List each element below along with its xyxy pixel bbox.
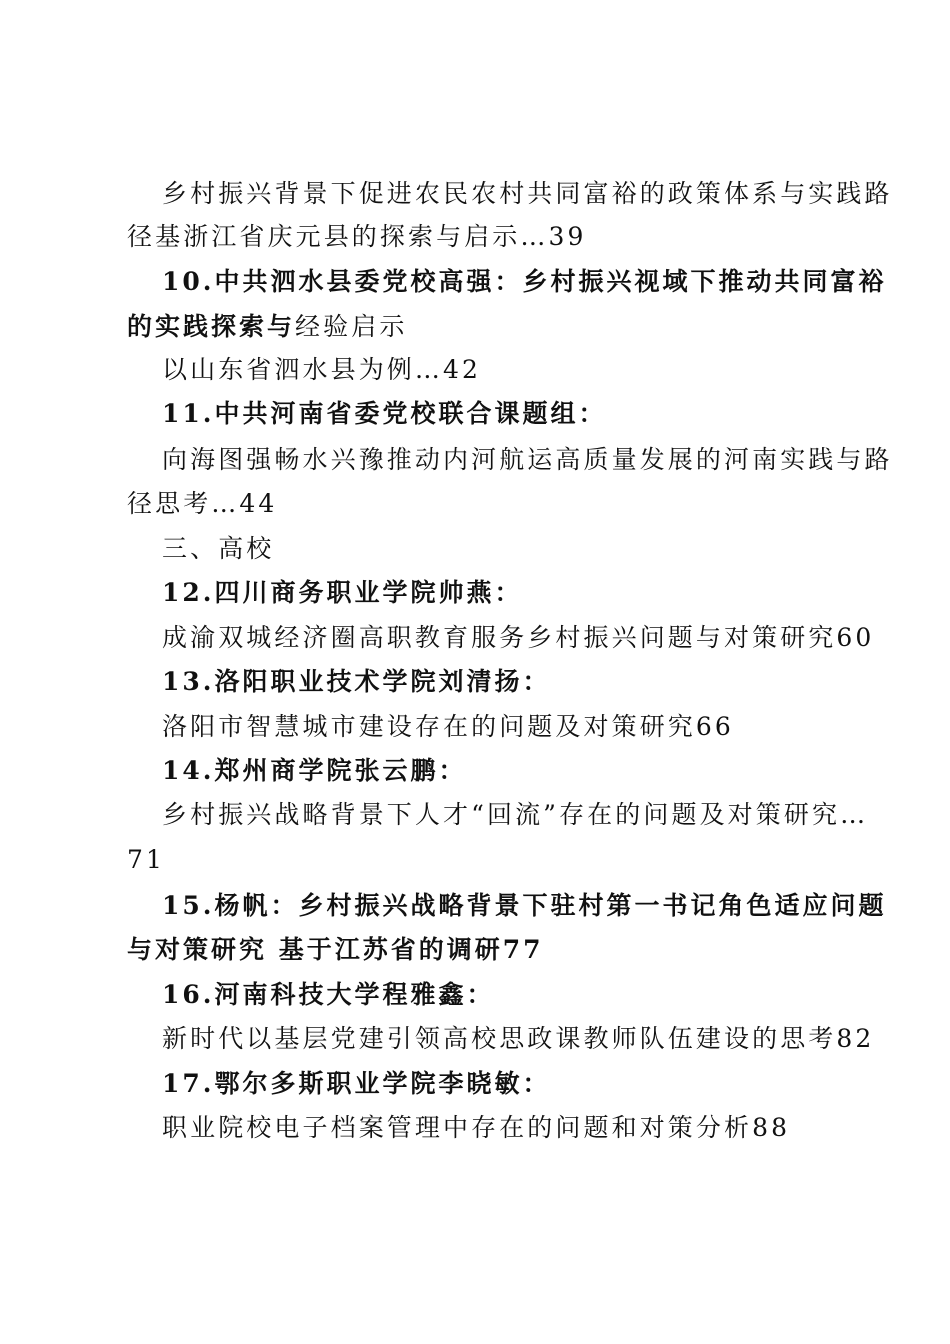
toc-entry-10-heading-regular-part: 经验启示 <box>295 312 408 341</box>
toc-entry-9-line-2: 径基浙江省庆元县的探索与启示…39 <box>127 222 587 251</box>
toc-entry-15-line-2: 与对策研究 基于江苏省的调研77 <box>127 935 544 964</box>
toc-entry-12-line: 成渝双城经济圈高职教育服务乡村振兴问题与对策研究60 <box>162 623 875 652</box>
toc-entry-16-heading: 16.河南科技大学程雅鑫： <box>162 980 495 1009</box>
toc-entry-13-line: 洛阳市智慧城市建设存在的问题及对策研究66 <box>162 712 734 741</box>
toc-entry-12-heading: 12.四川商务职业学院帅燕： <box>162 578 523 607</box>
toc-entry-16-line: 新时代以基层党建引领高校思政课教师队伍建设的思考82 <box>162 1024 875 1053</box>
toc-entry-15-line-1: 15.杨帆：乡村振兴战略背景下驻村第一书记角色适应问题 <box>162 891 887 920</box>
toc-entry-11-heading: 11.中共河南省委党校联合课题组： <box>162 399 607 428</box>
toc-entry-10-heading-cont <box>127 310 407 344</box>
toc-entry-10-heading-bold-part: 的实践探索与 <box>127 312 296 341</box>
toc-entry-11-line-2: 径思考…44 <box>127 489 278 518</box>
section-heading-universities: 三、高校 <box>162 534 275 563</box>
toc-entry-17-heading: 17.鄂尔多斯职业学院李晓敏： <box>162 1069 551 1098</box>
toc-entry-14-line-2: 71 <box>127 845 166 874</box>
toc-entry-14-heading: 14.郑州商学院张云鹏： <box>162 756 467 785</box>
toc-entry-10-line: 以山东省泗水县为例…42 <box>162 355 482 384</box>
toc-entry-10-heading: 10.中共泗水县委党校高强：乡村振兴视域下推动共同富裕 <box>162 267 887 296</box>
toc-entry-17-line: 职业院校电子档案管理中存在的问题和对策分析88 <box>162 1113 791 1142</box>
toc-entry-11-line-1: 向海图强畅水兴豫推动内河航运高质量发展的河南实践与路 <box>162 445 893 474</box>
toc-entry-14-line-1: 乡村振兴战略背景下人才“回流”存在的问题及对策研究… <box>162 800 869 829</box>
toc-entry-13-heading: 13.洛阳职业技术学院刘清扬： <box>162 667 551 696</box>
toc-entry-9-line-1: 乡村振兴背景下促进农民农村共同富裕的政策体系与实践路 <box>162 179 893 208</box>
